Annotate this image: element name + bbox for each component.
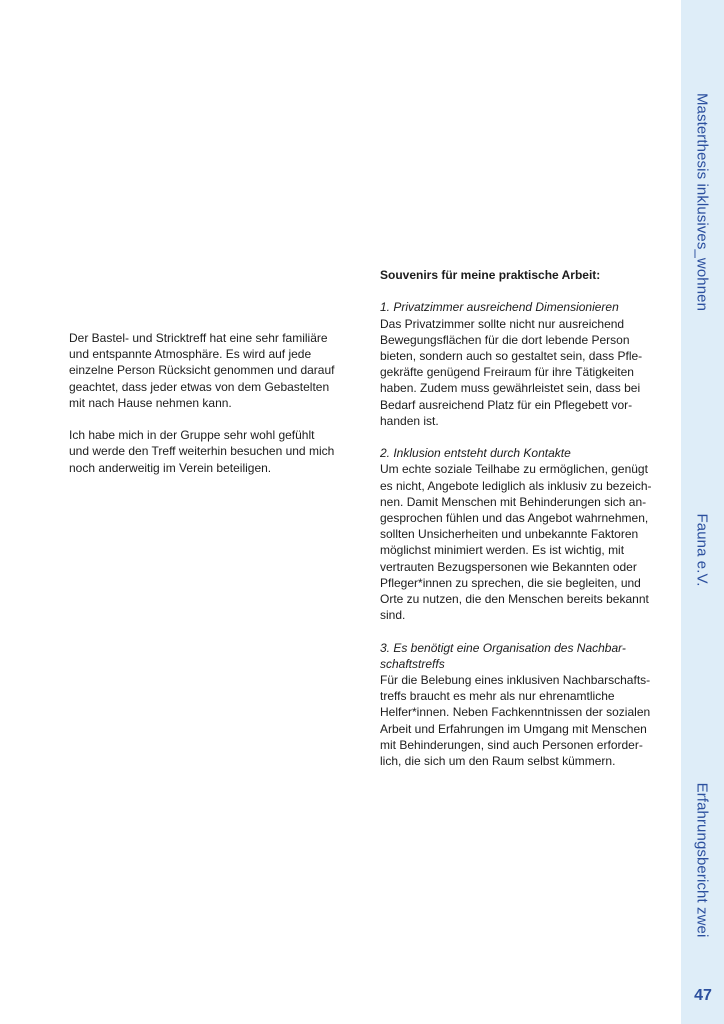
sidebar-label-thesis: Masterthesis inklusives_wohnen: [693, 92, 711, 312]
text-line: nen. Damit Menschen mit Behinderungen sich an-: [380, 494, 647, 509]
sidebar-label-organization: Fauna e.V.: [693, 513, 711, 587]
text-line: vertrauten Bezugspersonen wie Bekannten oder: [380, 559, 637, 574]
text-line: Bedarf ausreichend Platz für ein Pflegebett vor-: [380, 397, 633, 412]
text-line: noch anderweitig im Verein beteiligen.: [69, 460, 272, 475]
text-line: und werde den Treff weiterhin besuchen und mich: [69, 444, 335, 459]
text-line: gekräfte genügend Freiraum für ihre Tätigkeiten: [380, 365, 634, 380]
subsection-body-2: [380, 461, 663, 623]
subsection-title-1: 1. Privatzimmer ausreichend Dimensionieren: [380, 300, 619, 315]
text-line: Arbeit und Erfahrungen im Umgang mit Menschen: [380, 721, 647, 736]
subsection-body-3: [380, 672, 663, 769]
text-line: Orte zu nutzen, die den Menschen bereits bekannt: [380, 592, 649, 607]
text-line: sollten Unsicherheiten und unbekannte Faktoren: [380, 527, 639, 542]
text-line: gesprochen fühlen und das Angebot wahrnehmen,: [380, 511, 649, 526]
text-line: handen ist.: [380, 413, 439, 428]
text-line: geachtet, dass jeder etwas von dem Gebastelten: [69, 379, 330, 394]
text-line: Bewegungsflächen für die dort lebende Person: [380, 332, 630, 347]
text-line: Der Bastel- und Stricktreff hat eine sehr familiäre: [69, 331, 328, 345]
left-paragraph-conclusion: [69, 427, 359, 476]
text-line: Das Privatzimmer sollte nicht nur ausreichend: [380, 316, 625, 331]
text-line: und entspannte Atmosphäre. Es wird auf jede: [69, 347, 312, 362]
text-line: es nicht, Angebote lediglich als inklusiv zu bezeich-: [380, 478, 652, 493]
text-line: Für die Belebung eines inklusiven Nachbarschafts-: [380, 673, 651, 688]
sidebar-label-report: Erfahrungsbericht zwei: [693, 782, 711, 938]
left-paragraph-atmosphere: [69, 330, 359, 411]
text-line: haben. Zudem muss gewährleistet sein, dass bei: [380, 381, 641, 396]
text-line: Um echte soziale Teilhabe zu ermöglichen, genügt: [380, 462, 648, 477]
text-line: einzelne Person Rücksicht genommen und darauf: [69, 363, 335, 378]
text-line: bieten, sondern auch so gestaltet sein, dass Pfle-: [380, 349, 643, 363]
text-line: sind.: [380, 608, 406, 623]
subsection-title-3: [380, 640, 663, 672]
left-column: [69, 330, 359, 476]
section-heading: Souvenirs für meine praktische Arbeit:: [380, 268, 601, 282]
text-line: möglichst minimiert werden. Es ist wichtig, mit: [380, 543, 625, 558]
text-line: lich, die sich um den Raum selbst kümmern.: [380, 754, 616, 769]
right-column: [380, 267, 663, 769]
text-line: Helfer*innen. Neben Fachkenntnissen der sozialen: [380, 705, 651, 720]
subsection-body-1: [380, 316, 663, 429]
text-line: mit Behinderungen, sind auch Personen erforder-: [380, 737, 643, 752]
text-line: 3. Es benötigt eine Organisation des Nachbar-: [380, 640, 626, 655]
text-line: schaftstreffs: [380, 656, 445, 671]
page-number: 47: [694, 987, 712, 1004]
text-line: Pfleger*innen zu sprechen, die sie begleiten, und: [380, 575, 641, 590]
text-line: mit nach Hause nehmen kann.: [69, 395, 232, 410]
text-line: treffs braucht es mehr als nur ehrenamtliche: [380, 689, 615, 704]
subsection-title-2: 2. Inklusion entsteht durch Kontakte: [380, 446, 571, 461]
text-line: Ich habe mich in der Gruppe sehr wohl gefühlt: [69, 428, 315, 443]
